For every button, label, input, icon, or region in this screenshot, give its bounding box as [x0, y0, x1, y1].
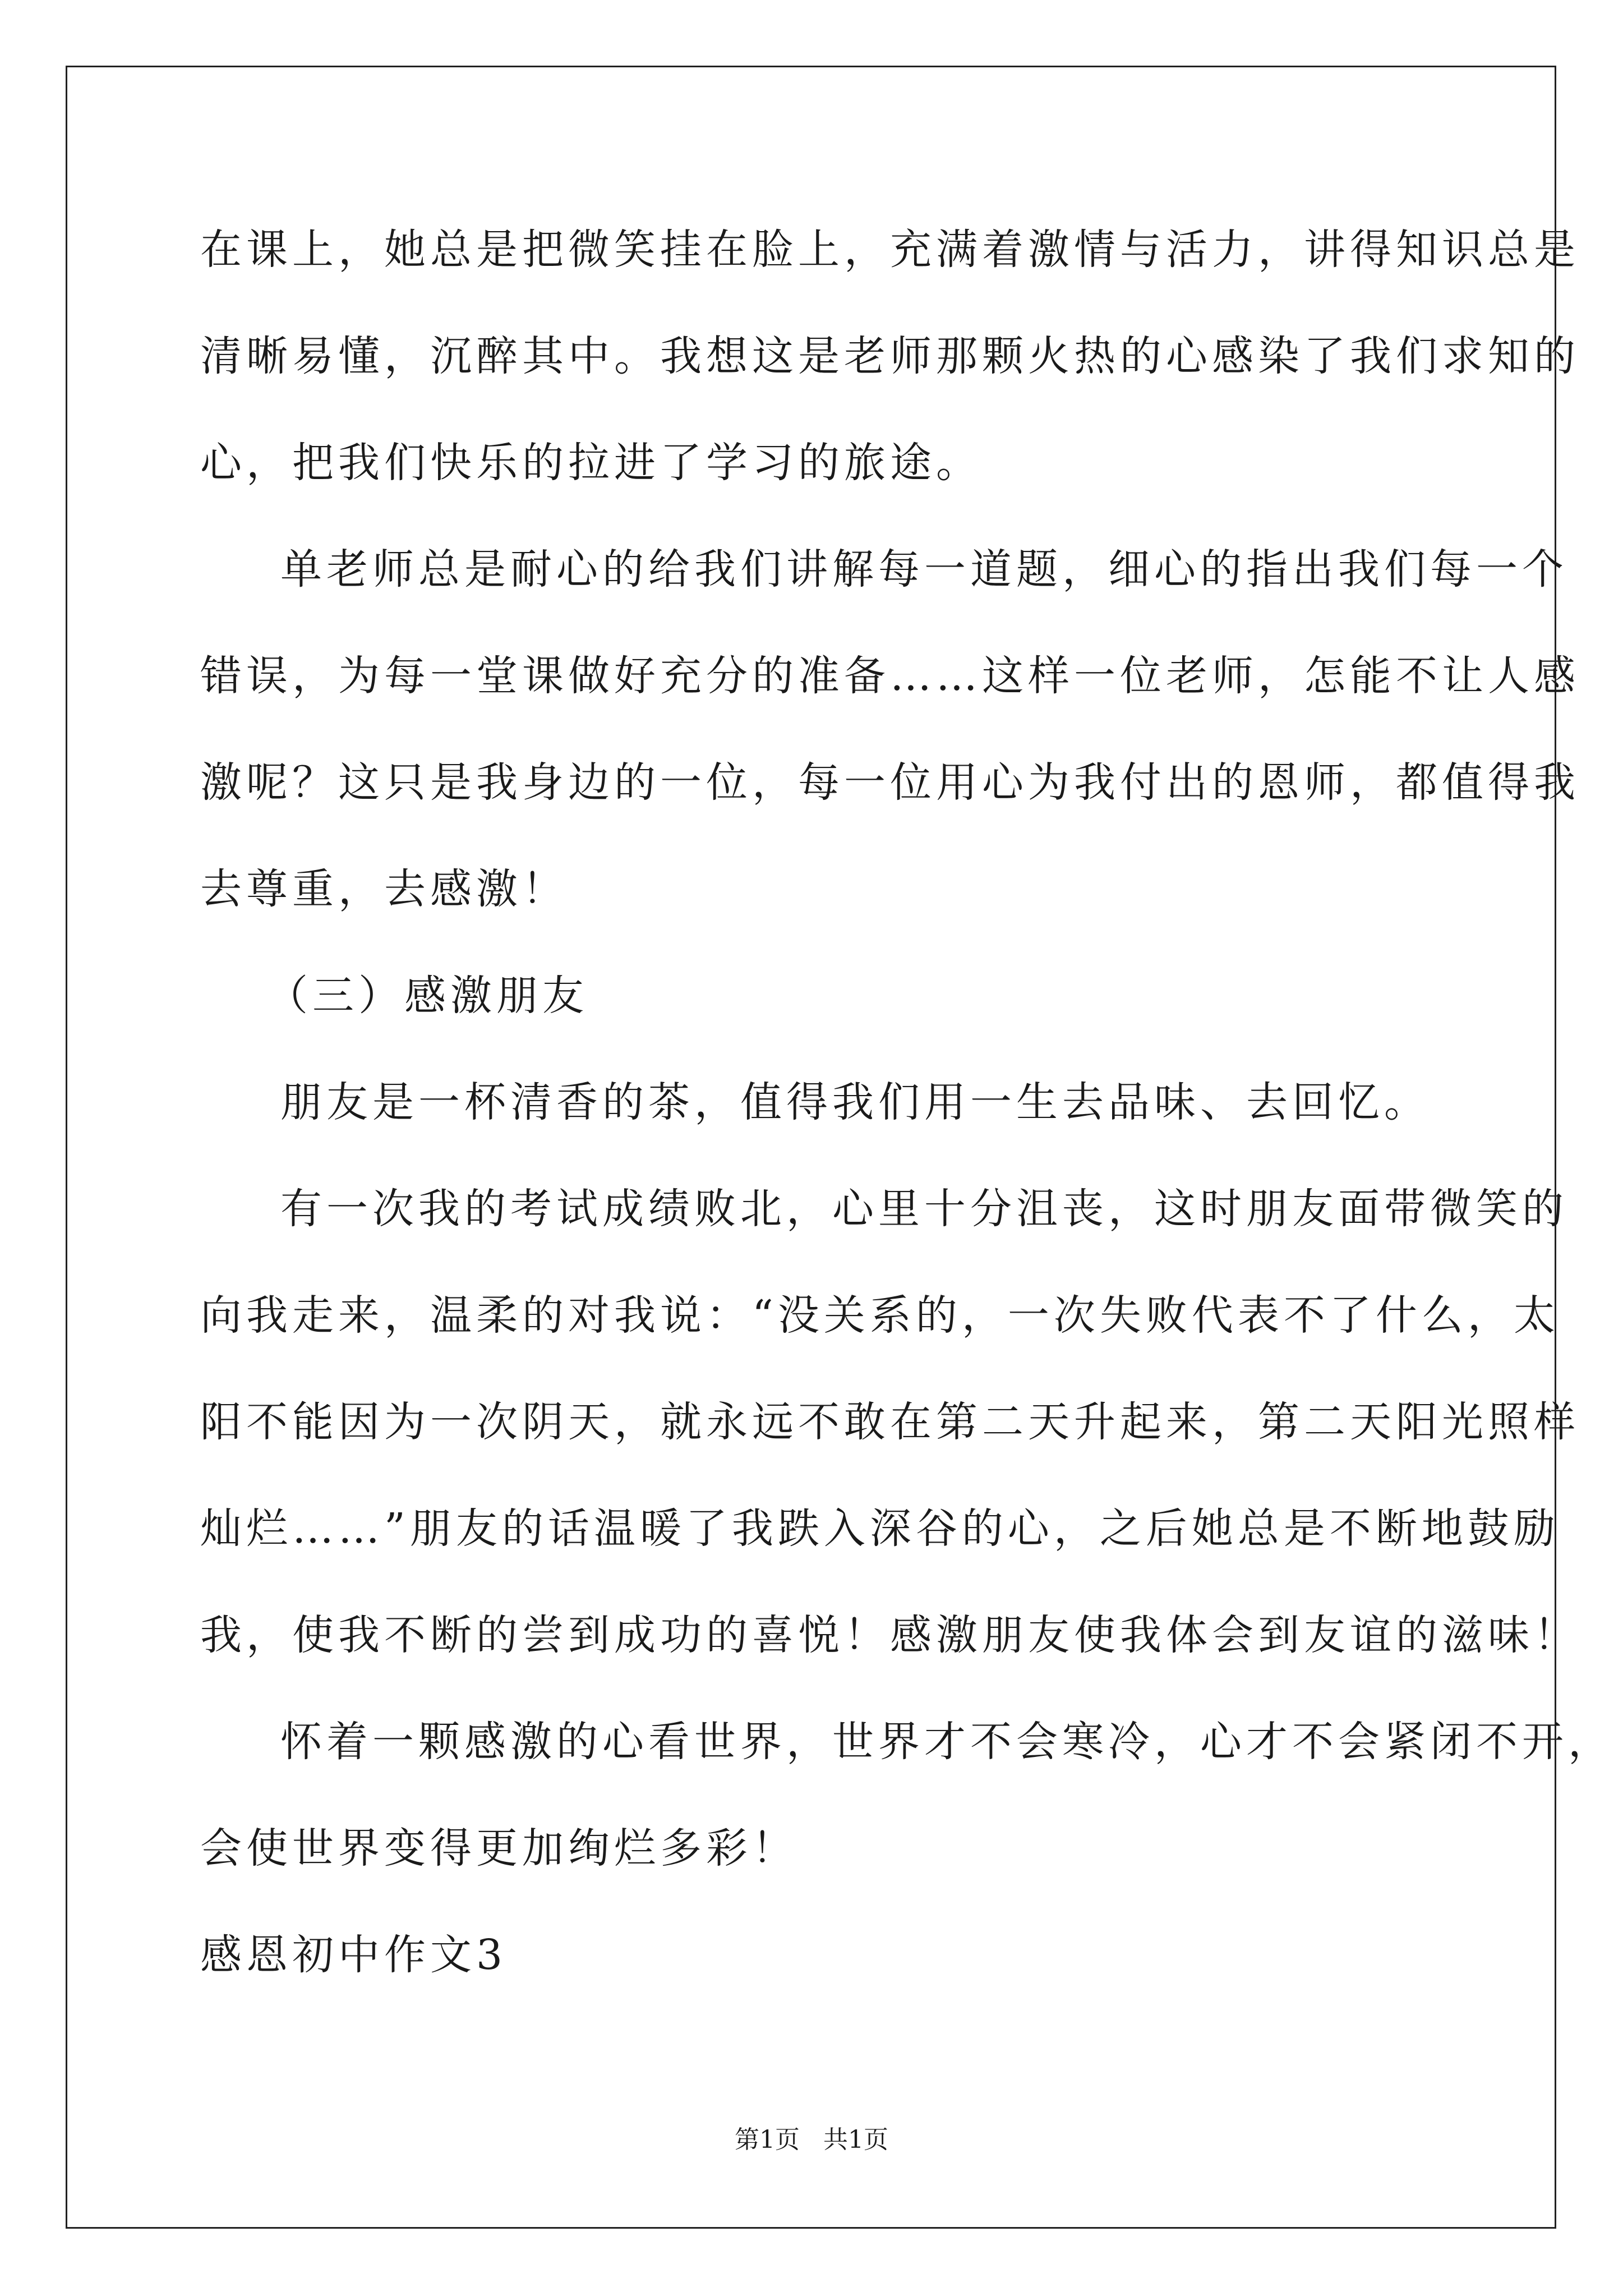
page-border	[66, 66, 1614, 2229]
text-line-13: 灿烂……”朋友的话温暖了我跌入深谷的心，之后她总是不断地鼓励	[200, 1504, 1560, 1553]
text-line-9: 朋友是一杯清香的茶，值得我们用一生去品味、去回忆。	[280, 1078, 1430, 1126]
text-line-15: 怀着一颗感激的心看世界，世界才不会寒冷，心才不会紧闭不开，	[280, 1718, 1614, 1766]
text-line-7: 去尊重，去感激！	[200, 865, 568, 913]
text-line-16: 会使世界变得更加绚烂多彩！	[200, 1824, 798, 1872]
text-line-14: 我，使我不断的尝到成功的喜悦！感激朋友使我体会到友谊的滋味！	[200, 1611, 1580, 1659]
section-heading: （三）感激朋友	[266, 972, 588, 1020]
text-line-3: 心，把我们快乐的拉进了学习的旅途。	[200, 439, 982, 487]
article-title-next: 感恩初中作文3	[200, 1931, 508, 1979]
text-line-10: 有一次我的考试成绩败北，心里十分沮丧，这时朋友面带微笑的	[280, 1185, 1568, 1233]
text-line-2: 清晰易懂，沉醉其中。我想这是老师那颗火热的心感染了我们求知的	[200, 332, 1580, 380]
text-line-4: 单老师总是耐心的给我们讲解每一道题，细心的指出我们每一个	[280, 545, 1568, 593]
text-line-6: 激呢？这只是我身边的一位，每一位用心为我付出的恩师，都值得我	[200, 758, 1580, 807]
page-footer: 第1页 共1页	[735, 2125, 888, 2154]
text-line-12: 阳不能因为一次阴天，就永远不敢在第二天升起来，第二天阳光照样	[200, 1398, 1580, 1446]
text-line-1: 在课上，她总是把微笑挂在脸上，充满着激情与活力，讲得知识总是	[200, 226, 1580, 274]
text-line-5: 错误，为每一堂课做好充分的准备……这样一位老师，怎能不让人感	[200, 652, 1580, 700]
text-line-11: 向我走来，温柔的对我说：“没关系的，一次失败代表不了什么，太	[200, 1291, 1560, 1340]
